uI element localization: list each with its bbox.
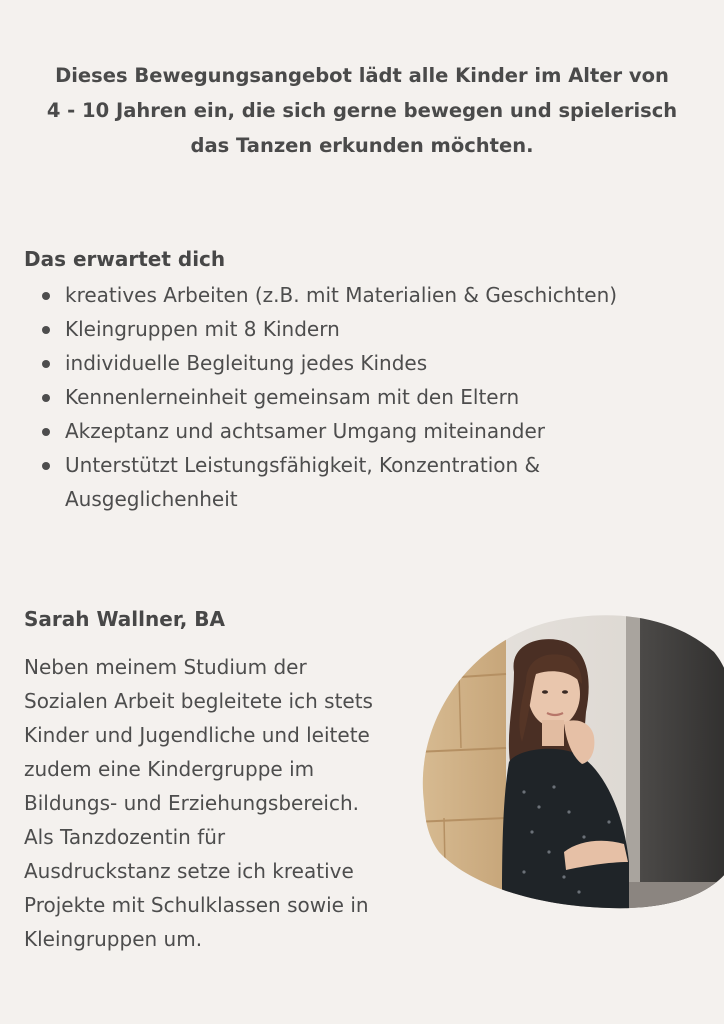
list-item: [24, 346, 704, 380]
bio-line: zudem eine Kindergruppe im: [24, 757, 315, 781]
bullet-icon: [42, 326, 50, 334]
bullet-icon: [42, 292, 50, 300]
portrait-photo: [414, 612, 724, 912]
intro-line: 4 - 10 Jahren ein, die sich gerne bewegen und spielerisch: [46, 99, 678, 122]
list-item-text: Unterstützt Leistungsfähigkeit, Konzentration & Ausgeglichenheit: [65, 453, 541, 511]
intro-line: das Tanzen erkunden möchten.: [190, 134, 534, 157]
bullet-icon: [42, 428, 50, 436]
bio-line: Ausdruckstanz setze ich kreative: [24, 859, 354, 883]
list-item-text: kreatives Arbeiten (z.B. mit Materialien & Geschichten): [65, 283, 618, 307]
list-item: [24, 380, 704, 414]
list-item: [24, 414, 704, 448]
bio-line: Projekte mit Schulklassen sowie in: [24, 893, 369, 917]
intro-text: [30, 58, 694, 163]
list-item: [24, 312, 704, 346]
list-item-text: Kennenlerneinheit gemeinsam mit den Eltern: [65, 385, 520, 409]
expect-heading: Das erwartet dich: [24, 247, 226, 271]
list-item-text: Akzeptanz und achtsamer Umgang miteinander: [65, 419, 545, 443]
bio-name: Sarah Wallner, BA: [24, 607, 226, 631]
list-item-text: Kleingruppen mit 8 Kindern: [65, 317, 340, 341]
bullet-icon: [42, 360, 50, 368]
bio-line: Bildungs- und Erziehungsbereich.: [24, 791, 360, 815]
bullet-icon: [42, 462, 50, 470]
bullet-icon: [42, 394, 50, 402]
bio-line: Als Tanzdozentin für: [24, 825, 226, 849]
bio-line: Sozialen Arbeit begleitete ich stets: [24, 689, 373, 713]
bio-line: Kleingruppen um.: [24, 927, 203, 951]
list-item: [24, 448, 704, 516]
portrait-photo-icon: [414, 612, 724, 912]
intro-line: Dieses Bewegungsangebot lädt alle Kinder im Alter von: [55, 64, 669, 87]
expect-list: [24, 278, 704, 516]
list-item-text: individuelle Begleitung jedes Kindes: [65, 351, 428, 375]
bio-text: [24, 650, 424, 956]
bio-line: Neben meinem Studium der: [24, 655, 307, 679]
list-item: [24, 278, 704, 312]
bio-line: Kinder und Jugendliche und leitete: [24, 723, 370, 747]
